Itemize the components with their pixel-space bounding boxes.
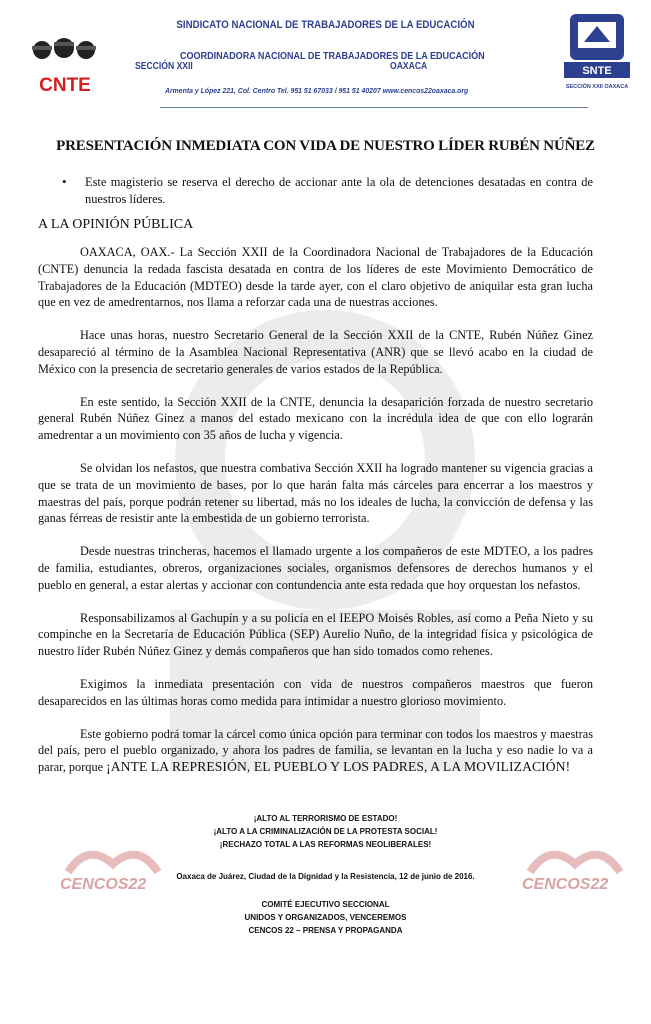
footer-signature: [0, 898, 651, 937]
cnte-logo-icon: [26, 36, 104, 98]
footer-slogans: [0, 812, 651, 851]
signature-1: COMITÉ EJECUTIVO SECCIONAL: [261, 900, 390, 909]
paragraph-8: [38, 726, 593, 776]
paragraph-7: Exigimos la inmediata presentación con vida de nuestros compañeros maestros que fueron desaparecidos en las últimas horas como medida para intimidar a nuestro glorioso movimiento.: [38, 676, 593, 708]
body-text: [38, 244, 593, 792]
cencos-label-left: CENCOS22: [60, 876, 147, 893]
header-city: OAXACA: [390, 61, 428, 72]
cnte-logo-text: CNTE: [39, 75, 91, 96]
slogan-3: ¡RECHAZO TOTAL A LAS REFORMAS NEOLIBERALES!: [219, 840, 432, 849]
paragraph-5: Desde nuestras trincheras, hacemos el llamado urgente a los compañeros de este MDTEO, a los padres de familia, estudiantes, obreros, organizaciones sociales, organismos defensores de derechos humanos y el pueblo en general, a estar alertas y accionar con contundencia ante esta redada que hoy orquestan los nefastos.: [38, 544, 593, 592]
place-date: Oaxaca de Juárez, Ciudad de la Dignidad y la Resistencia, 12 de junio de 2016.: [176, 872, 475, 881]
header-coordinadora-name: COORDINADORA NACIONAL DE TRABAJADORES DE LA EDUCACIÓN: [180, 50, 485, 62]
header-divider: [160, 107, 588, 108]
paragraph-8-text: Este gobierno podrá tomar la cárcel como única opción para terminar con todos los maestros y maestras del país, pero el pueblo organizado, y ahora los padres de familia, se levantan en la lucha y eso nadie lo va a parar, porque: [38, 726, 593, 775]
signature-3: CENCOS 22 – PRENSA Y PROPAGANDA: [248, 926, 403, 935]
slogan-2: ¡ALTO A LA CRIMINALIZACIÓN DE LA PROTESTA SOCIAL!: [213, 827, 438, 836]
paragraph-8-slogan: ¡ANTE LA REPRESIÓN, EL PUEBLO Y LOS PADRES, A LA MOVILIZACIÓN!: [106, 759, 571, 775]
header-union-name: SINDICATO NACIONAL DE TRABAJADORES DE LA EDUCACIÓN: [176, 19, 475, 31]
section-heading: A LA OPINIÓN PÚBLICA: [38, 217, 194, 232]
paragraph-1: [38, 244, 593, 311]
header-section: SECCIÓN XXII: [135, 61, 193, 72]
snte-logo-text: SNTE: [582, 65, 612, 77]
paragraph-4: Se olvidan los nefastos, que nuestra combativa Sección XXII ha logrado mantener su vigencia gracias a que se trata de un movimiento de bases, por lo que harán falta más cárceles para encerrar a los maestros y maestras del país, porque podrán retener su libertad, más no los ideales de lucha, la convicción de defensa y las ganas férreas de resistir ante la embestida de un gobierno terrorista.: [38, 460, 593, 526]
paragraph-3: En este sentido, la Sección XXII de la CNTE, denuncia la desaparición forzada de nuestro secretario general Rubén Núñez Ginez a manos del estado mexicano con la incrédula idea de que con ello lograrán amedrentar a un movimiento con 35 años de lucha y vigencia.: [38, 394, 593, 443]
paragraph-1-text: La Sección XXII de la Coordinadora Nacional de Trabajadores de la Educación (CNTE) denuncia la redada fascista desatada en contra de los líderes de este Movimiento Democrático de Trabajadores de la Educación (MDTEO) desde la tarde ayer, con el claro objetivo de aniquilar esta gran lucha que en vez de amedrentarnos, nos llama a reforzar cada una de nuestras acciones.: [38, 245, 593, 310]
paragraph-2: Hace unas horas, nuestro Secretario General de la Sección XXII de la CNTE, Rubén Núñez Ginez desapareció al término de la Asamblea Nacional Representativa (ANR) que se llevó acabo en la ciudad de México con la presencia de secretario generales de varios estados de la República.: [38, 328, 593, 376]
bullet-text: Este magisterio se reserva el derecho de accionar ante la ola de detenciones desatadas en contra de nuestros líderes.: [85, 175, 593, 206]
dateline: OAXACA, OAX.-: [80, 245, 175, 259]
cencos-label-right: CENCOS22: [522, 876, 609, 893]
snte-logo-caption: SECCIÓN XXII OAXACA: [565, 84, 629, 90]
header-address: Armenta y López 221, Col. Centro Tel. 951 51 67033 / 951 51 40207 www.cencos22oaxaca.org: [165, 86, 469, 95]
slogan-1: ¡ALTO AL TERRORISMO DE ESTADO!: [253, 814, 398, 823]
paragraph-6: Responsabilizamos al Gachupín y a su policía en el IEEPO Moisés Robles, así como a Peña Nieto y su compinche en la Secretaría de Educación Pública (SEP) Aurelio Nuño, de la integridad física y psicológica de nuestro líder Rubén Núñez Ginez y demás compañeros que han sido tomados como rehenes.: [38, 610, 593, 659]
signature-2: UNIDOS Y ORGANIZADOS, VENCEREMOS: [244, 913, 407, 922]
bullet-dot-icon: •: [62, 174, 67, 189]
page-title: PRESENTACIÓN INMEDIATA CON VIDA DE NUESTRO LÍDER RUBÉN NÚÑEZ: [56, 138, 595, 154]
